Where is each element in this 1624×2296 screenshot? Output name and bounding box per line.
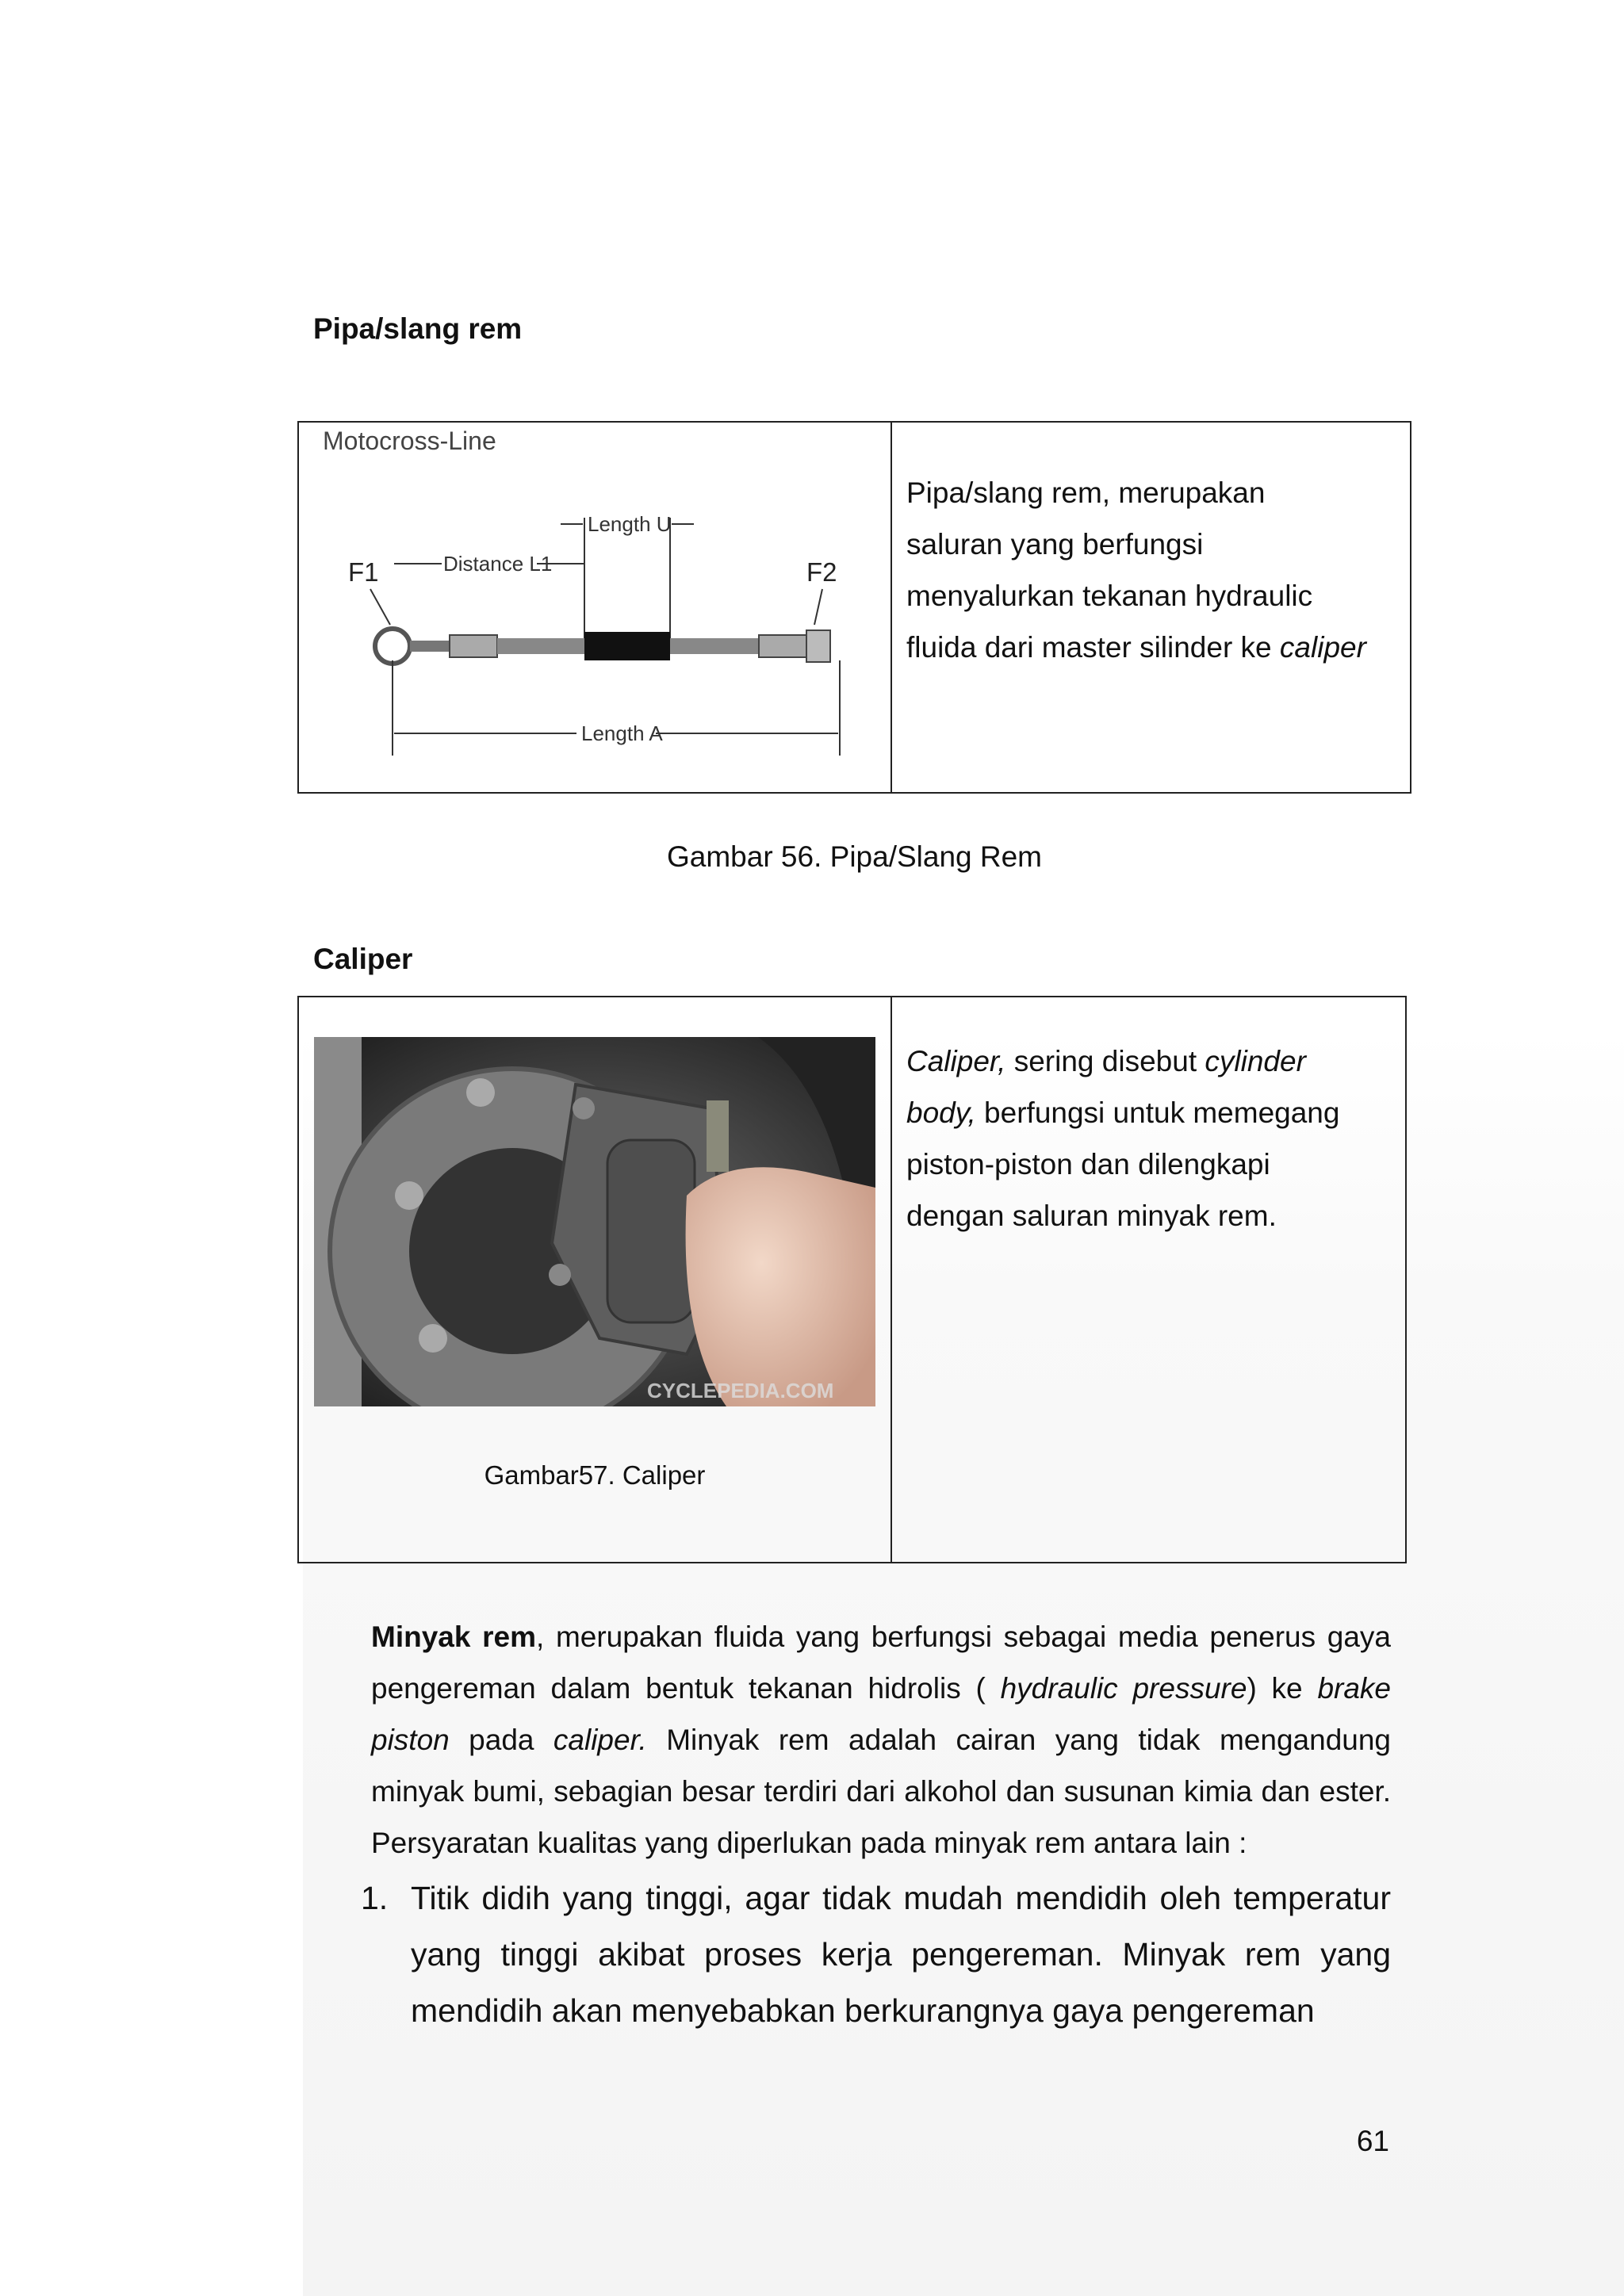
fitting-left — [450, 635, 497, 657]
fitting-right — [759, 635, 806, 657]
section-heading-brake-hose: Pipa/slang rem — [313, 312, 523, 345]
figure-caption-56: Gambar 56. Pipa/Slang Rem — [666, 840, 1042, 873]
brake-hose-table — [297, 421, 1411, 794]
photo-cell — [298, 997, 891, 1563]
desc-line: fluida dari master silinder ke caliper — [906, 631, 1366, 664]
f2-pointer — [814, 589, 822, 625]
requirements-list — [361, 1870, 1391, 2039]
desc-line: menyalurkan tekanan hydraulic — [906, 580, 1313, 612]
protective-sleeve — [584, 632, 670, 660]
label-f2: F2 — [806, 557, 837, 587]
desc-line: Caliper, sering disebut cylinder — [906, 1045, 1306, 1077]
braided-hose-right — [670, 638, 765, 654]
desc-line: body, berfungsi untuk memegang — [906, 1096, 1340, 1129]
fitting-f2 — [806, 630, 830, 662]
caliper-description-cell — [891, 997, 1406, 1563]
diagram-cell — [298, 422, 891, 793]
description-cell — [891, 422, 1411, 793]
label-distance: Distance L1 — [443, 552, 553, 576]
brake-hose-description — [892, 423, 1410, 673]
section-heading-caliper: Caliper — [313, 943, 413, 975]
desc-line: Pipa/slang rem, merupakan — [906, 476, 1266, 509]
list-number: 1. — [361, 1880, 389, 1916]
diagram-title: Motocross-Line — [323, 427, 496, 455]
label-length-a: Length A — [581, 721, 663, 745]
banjo-fitting-f1 — [375, 629, 410, 664]
caliper-photo — [314, 1037, 875, 1406]
desc-line: dengan saluran minyak rem. — [906, 1200, 1277, 1232]
hand — [686, 1167, 875, 1406]
f1-pointer — [370, 589, 390, 625]
list-item — [361, 1870, 1391, 2039]
page-number: 61 — [1356, 2125, 1389, 2157]
desc-line: saluran yang berfungsi — [906, 528, 1204, 561]
label-f1: F1 — [348, 557, 379, 587]
figure-caption-57: Gambar57. Caliper — [484, 1460, 706, 1490]
list-text: Titik didih yang tinggi, agar tidak mudah mendidih oleh temperatur yang tinggi akibat proses kerja pengereman. Minyak rem yang mendidih akan menyebabkan berkurangnya gaya pengereman — [411, 1880, 1391, 2029]
photo-watermark: CYCLEPEDIA.COM — [647, 1379, 834, 1402]
label-length-u: Length U — [588, 512, 672, 536]
brake-fluid-paragraph: Minyak rem, merupakan fluida yang berfungsi sebagai media penerus gaya pengereman dalam bentuk tekanan hidrolis ( hydraulic pressure) ke brake piston pada caliper. Minyak rem adalah cairan yang tidak mengandung minyak bumi, sebagian besar terdiri dari alkohol dan susunan kimia dan ester. Persyaratan kualitas yang diperlukan pada minyak rem antara lain : — [371, 1621, 1391, 1859]
brake-line-fitting — [707, 1100, 729, 1172]
caliper-description — [892, 997, 1405, 1242]
desc-line: piston-piston dan dilengkapi — [906, 1148, 1270, 1181]
braided-hose-left — [497, 638, 584, 654]
brake-hose-diagram — [299, 423, 891, 792]
caliper-table — [297, 996, 1407, 1563]
